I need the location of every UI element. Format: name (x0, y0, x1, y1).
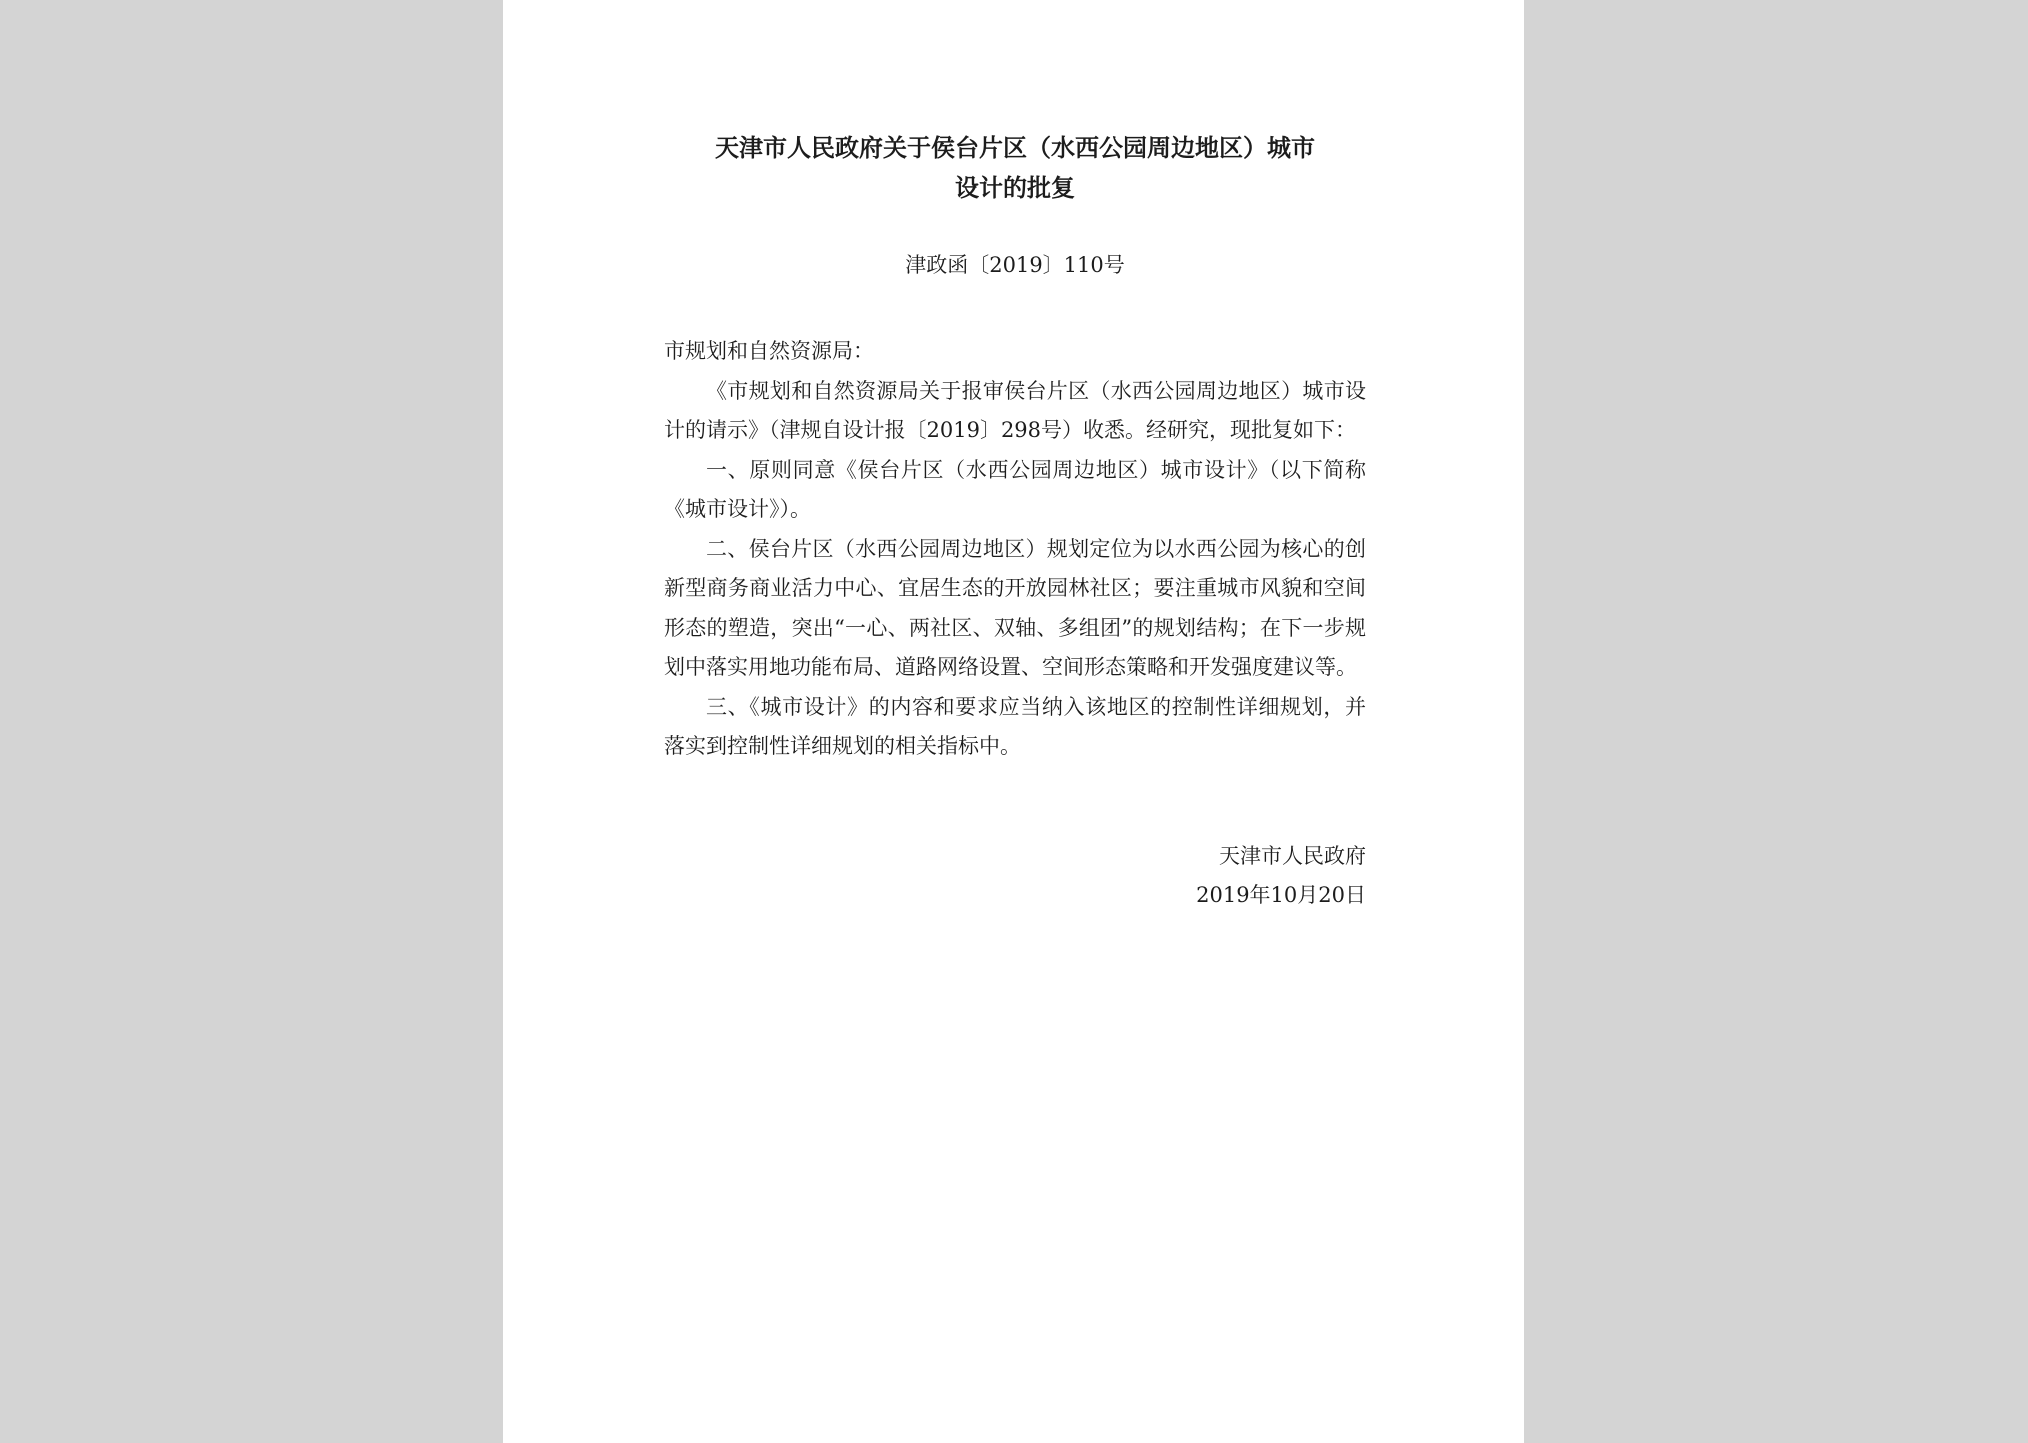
paragraph-1: 《市规划和自然资源局关于报审侯台片区（水西公园周边地区）城市设计的请示》（津规自设计报〔2019〕298号）收悉。经研究，现批复如下： (664, 378, 1366, 442)
document-number: 津政函〔2019〕110号 (905, 253, 1125, 277)
paragraph-2: 一、原则同意《侯台片区（水西公园周边地区）城市设计》（以下简称《城市设计》）。 (664, 457, 1366, 521)
salutation: 市规划和自然资源局： (664, 339, 874, 363)
signature-date: 2019年10月20日 (1196, 883, 1366, 907)
document-body (664, 332, 1366, 767)
document-page (503, 0, 1524, 1443)
title-line-1: 天津市人民政府关于侯台片区（水西公园周边地区）城市 (715, 133, 1315, 162)
document-title (664, 128, 1366, 208)
signature-organization: 天津市人民政府 (1219, 843, 1366, 868)
paragraph-4: 三、《城市设计》的内容和要求应当纳入该地区的控制性详细规划，并落实到控制性详细规划的相关指标中。 (664, 694, 1366, 758)
signature-block (664, 837, 1366, 916)
paragraph-3: 二、侯台片区（水西公园周边地区）规划定位为以水西公园为核心的创新型商务商业活力中心、宜居生态的开放园林社区；要注重城市风貌和空间形态的塑造，突出“一心、两社区、双轴、多组团”的规划结构；在下一步规划中落实用地功能布局、道路网络设置、空间形态策略和开发强度建议等。 (664, 536, 1366, 679)
document-content (664, 128, 1366, 916)
title-line-2: 设计的批复 (955, 173, 1075, 202)
